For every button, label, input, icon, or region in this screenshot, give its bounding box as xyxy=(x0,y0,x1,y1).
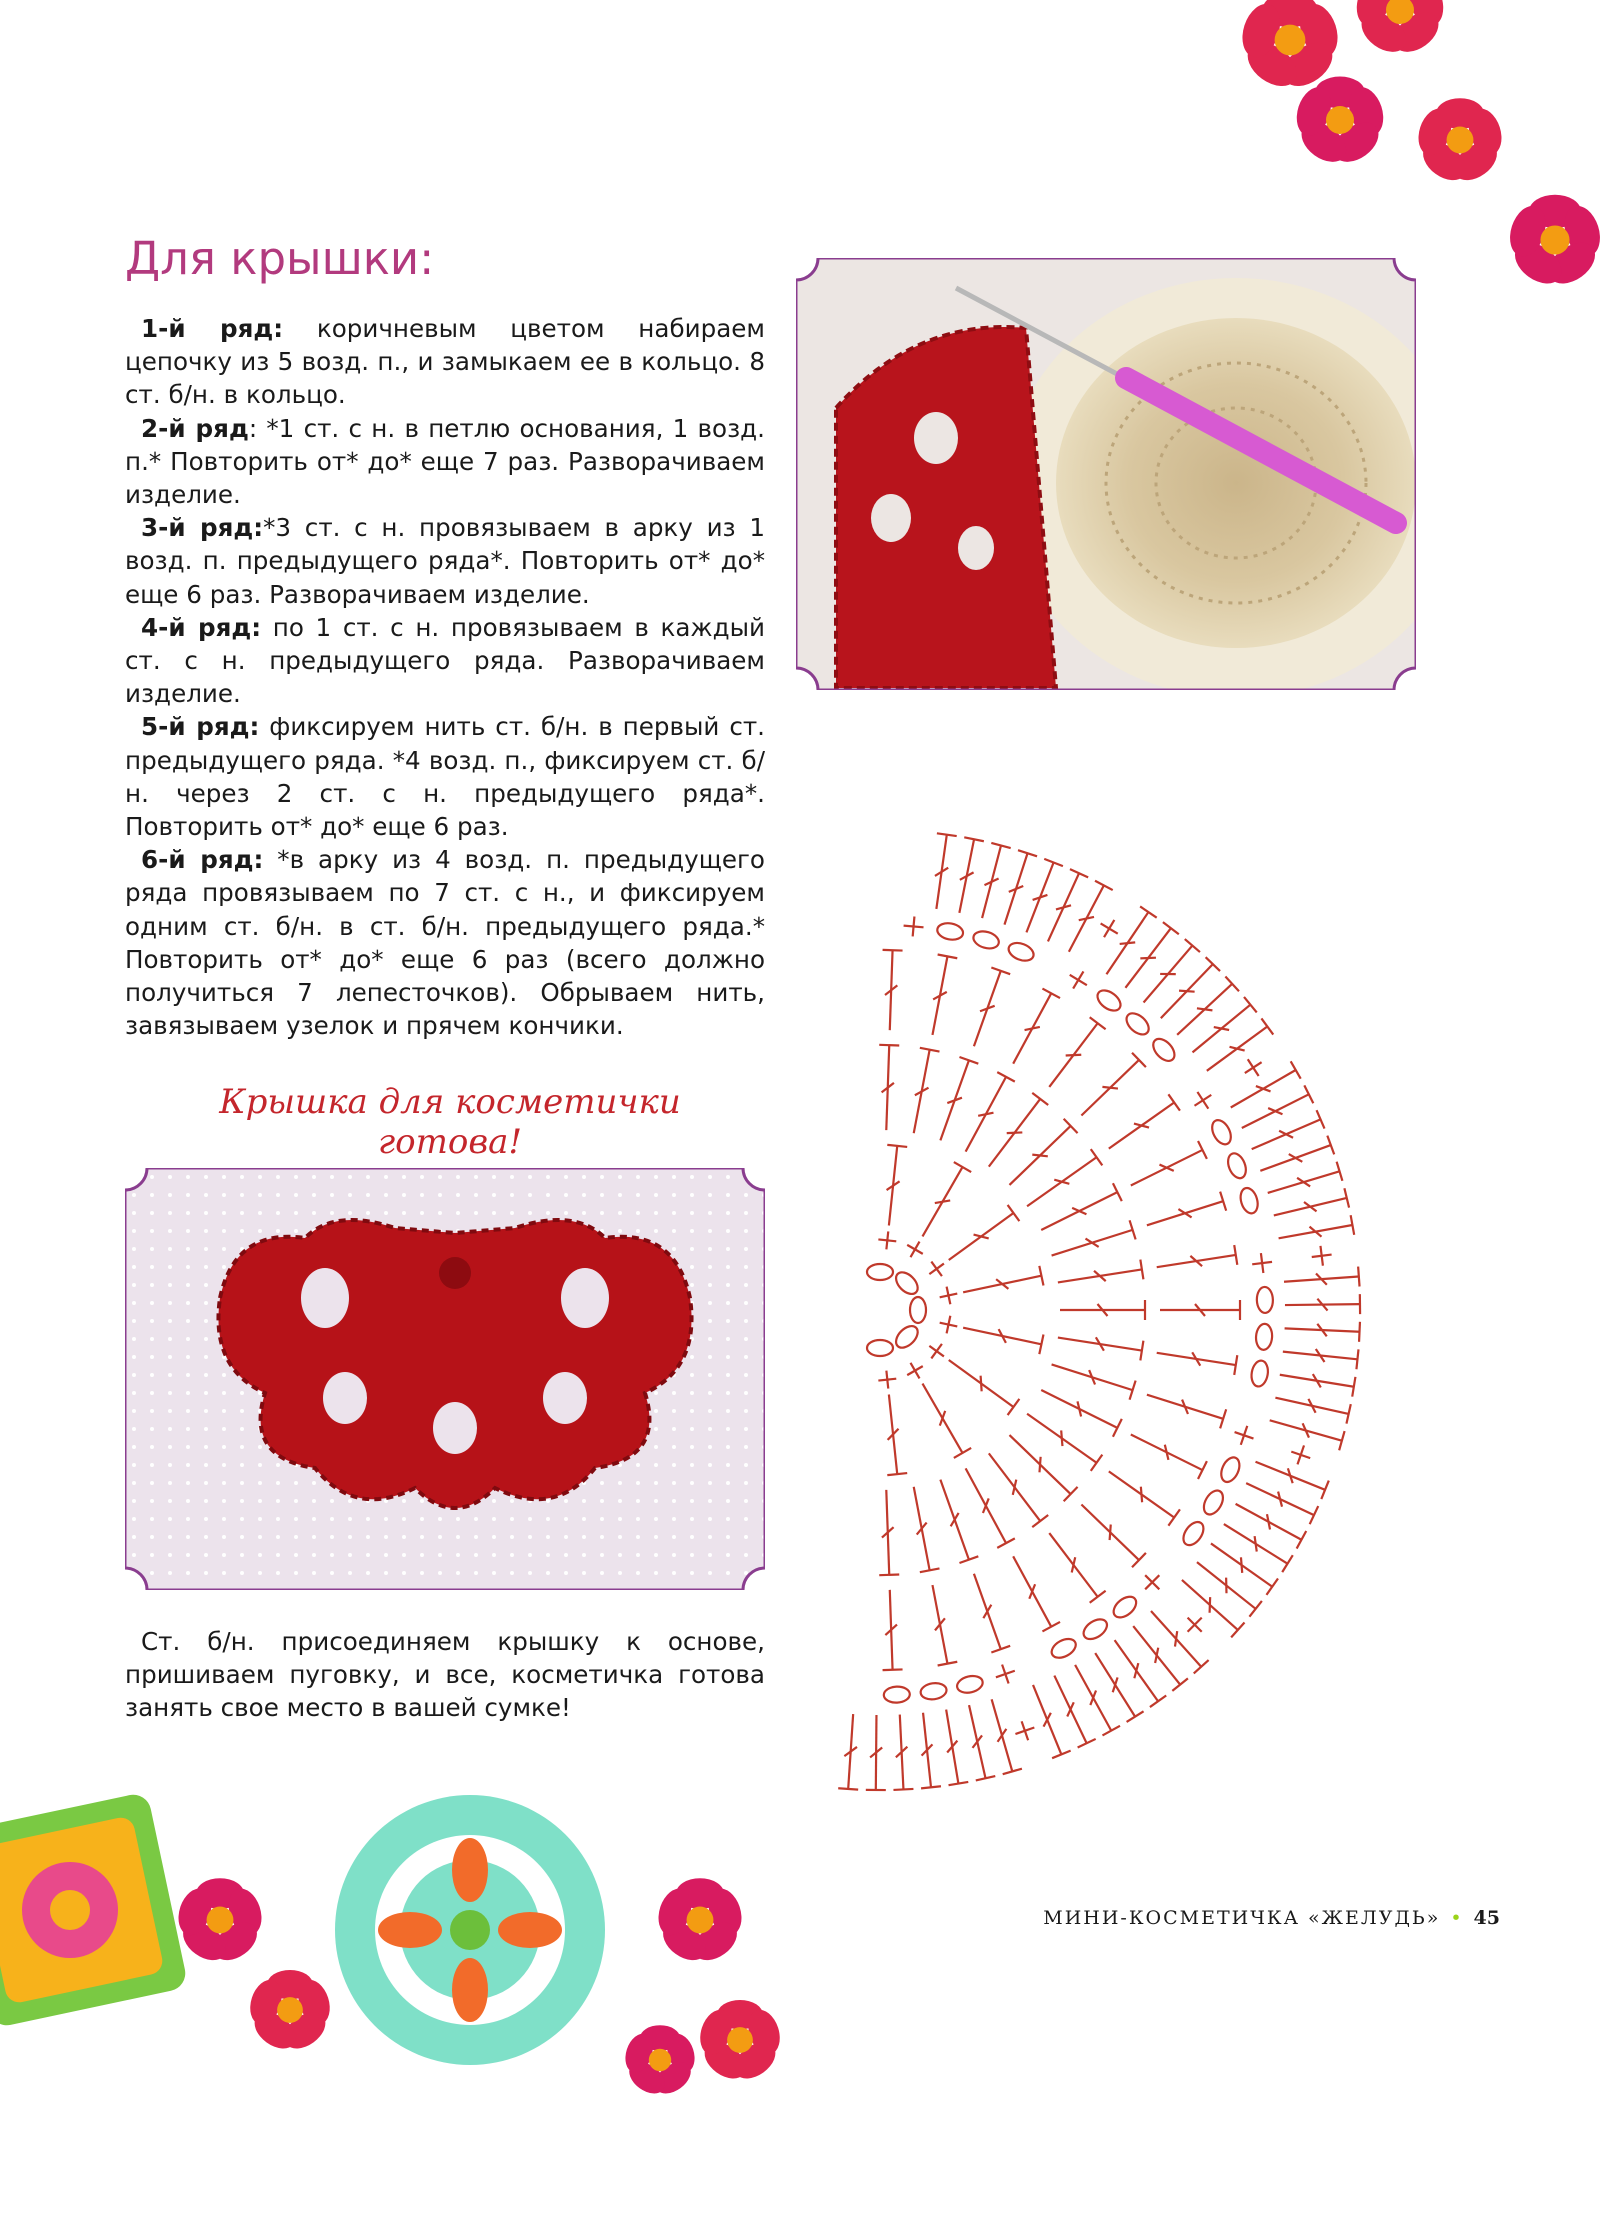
chain-stitch-symbol xyxy=(1094,986,1124,1014)
double-crochet-symbol xyxy=(974,1574,1010,1653)
double-crochet-symbol xyxy=(1081,1505,1145,1568)
double-crochet-symbol xyxy=(1041,1183,1122,1230)
double-crochet-symbol xyxy=(1052,1220,1136,1255)
double-crochet-symbol xyxy=(1279,1215,1355,1238)
photo-lid-with-hook xyxy=(796,258,1416,690)
flower-icon xyxy=(621,2025,700,2098)
double-crochet-symbol xyxy=(1242,1085,1313,1128)
chain-stitch-symbol xyxy=(892,1268,922,1298)
chain-stitch-symbol xyxy=(867,1264,893,1280)
double-crochet-symbol xyxy=(1109,1094,1180,1148)
row-5 xyxy=(125,710,765,843)
double-crochet-symbol xyxy=(866,1715,886,1790)
double-crochet-symbol xyxy=(883,950,903,1030)
double-crochet-symbol xyxy=(932,1585,957,1665)
single-crochet-symbol xyxy=(1251,1252,1273,1274)
double-crochet-symbol xyxy=(1054,1676,1095,1748)
double-crochet-symbol xyxy=(959,837,984,913)
double-crochet-symbol xyxy=(1058,1337,1144,1360)
single-crochet-symbol xyxy=(1231,1423,1256,1448)
single-crochet-symbol xyxy=(938,1285,959,1306)
double-crochet-symbol xyxy=(969,1705,995,1780)
double-crochet-symbol xyxy=(1231,1061,1301,1107)
single-crochet-symbol xyxy=(1181,1611,1209,1639)
double-crochet-symbol xyxy=(1052,1364,1136,1399)
row-text: коричневым цветом набираем цепочку из 5 возд. п., и замыкаем ее в кольцо. 8 ст. б/н. в кольцо. xyxy=(125,314,765,409)
page-footer xyxy=(1043,1907,1500,1929)
chain-stitch-symbol xyxy=(1006,940,1036,964)
double-crochet-symbol xyxy=(963,1328,1043,1354)
flower-icon xyxy=(1291,77,1389,170)
double-crochet-symbol xyxy=(1160,1300,1240,1320)
double-crochet-symbol xyxy=(1224,1524,1293,1572)
double-crochet-symbol xyxy=(1236,1504,1307,1549)
crochet-diagram xyxy=(790,750,1440,2220)
single-crochet-symbol xyxy=(1065,966,1092,993)
double-crochet-symbol xyxy=(1095,1653,1143,1722)
flower-icon xyxy=(695,2000,785,2086)
section-title: Для крышки: xyxy=(125,232,434,285)
chain-stitch-symbol xyxy=(892,1322,922,1352)
double-crochet-symbol xyxy=(1157,1352,1238,1375)
row-6 xyxy=(125,843,765,1042)
chain-stitch-symbol xyxy=(971,929,1000,952)
double-crochet-symbol xyxy=(1049,1017,1105,1087)
double-crochet-symbol xyxy=(974,968,1010,1047)
double-crochet-symbol xyxy=(1013,1556,1060,1631)
single-crochet-symbol xyxy=(1288,1442,1313,1467)
completion-title: Крышка для косметички готова! xyxy=(160,1082,740,1162)
double-crochet-symbol xyxy=(963,1266,1043,1292)
double-crochet-symbol xyxy=(1285,1322,1360,1342)
footer-title: МИНИ-КОСМЕТИЧКА «ЖЕЛУДЬ» xyxy=(1043,1907,1440,1929)
row-label: 4-й ряд: xyxy=(141,613,261,642)
double-crochet-symbol xyxy=(1280,1374,1356,1397)
double-crochet-symbol xyxy=(1177,977,1239,1035)
row-text: *3 ст. с н. провязываем в арку из 1 возд. п. предыдущего ряда*. Повторить от* до* еще 6 раз. Разворачиваем изделие. xyxy=(125,513,765,608)
row-3 xyxy=(125,511,765,611)
double-crochet-symbol xyxy=(1081,1053,1145,1116)
chain-stitch-symbol xyxy=(1200,1487,1227,1518)
double-crochet-symbol xyxy=(966,1468,1015,1548)
row-1 xyxy=(125,312,765,412)
instructions xyxy=(125,312,765,1042)
double-crochet-symbol xyxy=(1041,1390,1122,1437)
double-crochet-symbol xyxy=(1049,1533,1105,1603)
double-crochet-symbol xyxy=(1048,869,1088,941)
chain-stitch-symbol xyxy=(1255,1323,1273,1350)
flower-icon xyxy=(245,1970,335,2056)
single-crochet-symbol xyxy=(1012,1718,1037,1743)
double-crochet-symbol xyxy=(1013,989,1060,1064)
double-crochet-symbol xyxy=(946,1710,968,1786)
single-crochet-symbol xyxy=(1311,1245,1333,1267)
double-crochet-symbol xyxy=(1106,906,1156,974)
single-crochet-symbol xyxy=(924,1339,949,1364)
double-crochet-symbol xyxy=(1283,1349,1359,1369)
double-crochet-symbol xyxy=(1109,1471,1180,1525)
double-crochet-symbol xyxy=(1270,1420,1345,1450)
double-crochet-symbol xyxy=(1268,1162,1343,1193)
row-label: 2-й ряд xyxy=(141,414,249,443)
chain-stitch-symbol xyxy=(1208,1117,1234,1147)
row-label: 3-й ряд: xyxy=(141,513,263,542)
chain-stitch-symbol xyxy=(1123,1009,1153,1038)
double-crochet-symbol xyxy=(1207,1018,1273,1070)
double-crochet-symbol xyxy=(966,1072,1015,1152)
row-2 xyxy=(125,412,765,512)
double-crochet-symbol xyxy=(921,1713,941,1789)
outro-text-block xyxy=(125,1625,765,1725)
single-crochet-symbol xyxy=(938,1314,959,1335)
footer-dot: • xyxy=(1450,1907,1463,1929)
single-crochet-symbol xyxy=(903,1358,928,1383)
chain-stitch-symbol xyxy=(1080,1615,1111,1643)
flower-icon xyxy=(173,1878,267,1968)
flower-icon xyxy=(1351,0,1449,60)
flower-icon xyxy=(653,1878,747,1968)
double-crochet-symbol xyxy=(923,1384,972,1458)
row-text: фиксируем нить ст. б/н. в первый ст. предыдущего ряда. *4 возд. п., фиксируем ст. б/н. через 2 ст. с н. предыдущего ряда*. Повторить от* до* еще 6 раз. xyxy=(125,712,765,841)
double-crochet-symbol xyxy=(940,1480,978,1563)
double-crochet-symbol xyxy=(887,1395,907,1476)
row-label: 5-й ряд: xyxy=(141,712,259,741)
single-crochet-symbol xyxy=(1138,1568,1166,1596)
flower-icon xyxy=(1504,195,1600,292)
double-crochet-symbol xyxy=(893,1715,913,1790)
row-text: : *1 ст. с н. в петлю основания, 1 возд. п.* Повторить от* до* еще 7 раз. Разворачиваем изделие. xyxy=(125,414,765,509)
double-crochet-symbol xyxy=(1009,1435,1077,1501)
double-crochet-symbol xyxy=(1133,1626,1188,1691)
outro-text: Ст. б/н. присоединяем крышку к основе, пришиваем пуговку, и все, косметичка готова занять свое место в вашей сумке! xyxy=(125,1625,765,1725)
chain-stitch-symbol xyxy=(955,1674,984,1696)
double-crochet-symbol xyxy=(1252,1110,1325,1149)
double-crochet-symbol xyxy=(1161,957,1220,1018)
chain-stitch-symbol xyxy=(1257,1287,1274,1313)
chain-stitch-symbol xyxy=(920,1682,948,1701)
double-crochet-symbol xyxy=(1193,997,1257,1052)
chain-stitch-symbol xyxy=(1250,1359,1270,1387)
double-crochet-symbol xyxy=(1284,1267,1360,1287)
single-crochet-symbol xyxy=(877,1370,897,1390)
double-crochet-symbol xyxy=(949,1205,1020,1260)
flower-decoration-bottom xyxy=(0,1760,800,2098)
double-crochet-symbol xyxy=(883,1590,903,1670)
double-crochet-symbol xyxy=(1285,1294,1360,1314)
chain-stitch-symbol xyxy=(936,921,964,941)
double-crochet-symbol xyxy=(1275,1398,1350,1424)
double-crochet-symbol xyxy=(1274,1188,1349,1215)
double-crochet-symbol xyxy=(935,833,957,909)
row-text: по 1 ст. с н. провязываем в каждый ст. с н. предыдущего ряда. Разворачиваем изделие. xyxy=(125,613,765,708)
chain-stitch-symbol xyxy=(1179,1518,1207,1548)
page-number: 45 xyxy=(1474,1907,1500,1929)
double-crochet-symbol xyxy=(914,1487,940,1572)
single-crochet-symbol xyxy=(903,916,925,938)
double-crochet-symbol xyxy=(1131,1141,1207,1186)
double-crochet-symbol xyxy=(1131,1434,1207,1479)
double-crochet-symbol xyxy=(1157,1245,1238,1267)
chain-stitch-symbol xyxy=(1218,1455,1243,1485)
chain-stitch-symbol xyxy=(867,1340,893,1356)
double-crochet-symbol xyxy=(879,1490,899,1575)
single-crochet-symbol xyxy=(993,1661,1018,1686)
single-crochet-symbol xyxy=(1189,1086,1217,1114)
double-crochet-symbol xyxy=(914,1048,940,1133)
chain-stitch-symbol xyxy=(1238,1186,1261,1215)
single-crochet-symbol xyxy=(924,1256,949,1281)
double-crochet-symbol xyxy=(1004,850,1037,924)
single-crochet-symbol xyxy=(1095,915,1122,942)
double-crochet-symbol xyxy=(923,1162,972,1236)
flower-icon xyxy=(1413,98,1507,188)
double-crochet-symbol xyxy=(1069,881,1113,952)
double-crochet-symbol xyxy=(1197,1562,1262,1617)
double-crochet-symbol xyxy=(1075,1665,1120,1736)
double-crochet-symbol xyxy=(940,1057,978,1140)
double-crochet-symbol xyxy=(992,1699,1022,1774)
double-crochet-symbol xyxy=(887,1145,908,1226)
row-4 xyxy=(125,611,765,711)
double-crochet-symbol xyxy=(1060,1300,1145,1320)
double-crochet-symbol xyxy=(1144,939,1200,1002)
double-crochet-symbol xyxy=(982,843,1011,918)
double-crochet-symbol xyxy=(1009,1119,1077,1185)
double-crochet-symbol xyxy=(1125,922,1178,988)
single-crochet-symbol xyxy=(903,1237,928,1262)
chain-stitch-symbol xyxy=(1048,1635,1078,1661)
photo-finished-lid xyxy=(125,1168,765,1590)
flower-decoration-top xyxy=(1230,0,1600,300)
single-crochet-symbol xyxy=(1239,1054,1267,1082)
chain-stitch-symbol xyxy=(883,1686,910,1703)
double-crochet-symbol xyxy=(1246,1483,1318,1524)
chain-stitch-symbol xyxy=(1225,1151,1250,1181)
chain-stitch-symbol xyxy=(910,1297,926,1323)
double-crochet-symbol xyxy=(949,1360,1020,1415)
row-label: 1-й ряд: xyxy=(141,314,283,343)
double-crochet-symbol xyxy=(838,1714,858,1789)
chain-stitch-symbol xyxy=(1149,1035,1178,1065)
double-crochet-symbol xyxy=(1058,1260,1144,1283)
double-crochet-symbol xyxy=(1147,1395,1226,1429)
row-label: 6-й ряд: xyxy=(141,845,263,874)
double-crochet-symbol xyxy=(879,1045,899,1130)
single-crochet-symbol xyxy=(877,1230,897,1250)
double-crochet-symbol xyxy=(932,955,957,1035)
row-text: *в арку из 4 возд. п. предыдущего ряда провязываем по 7 ст. с н., и фиксируем одним ст. б/н. в ст. б/н. предыдущего ряда.* Повторить от* до* еще 6 раз (всего должно получиться 7 лепесточков). Обрываем нить, завязываем узелок и прячем кончики. xyxy=(125,845,765,1040)
double-crochet-symbol xyxy=(1147,1192,1226,1226)
chain-stitch-symbol xyxy=(1110,1593,1140,1622)
